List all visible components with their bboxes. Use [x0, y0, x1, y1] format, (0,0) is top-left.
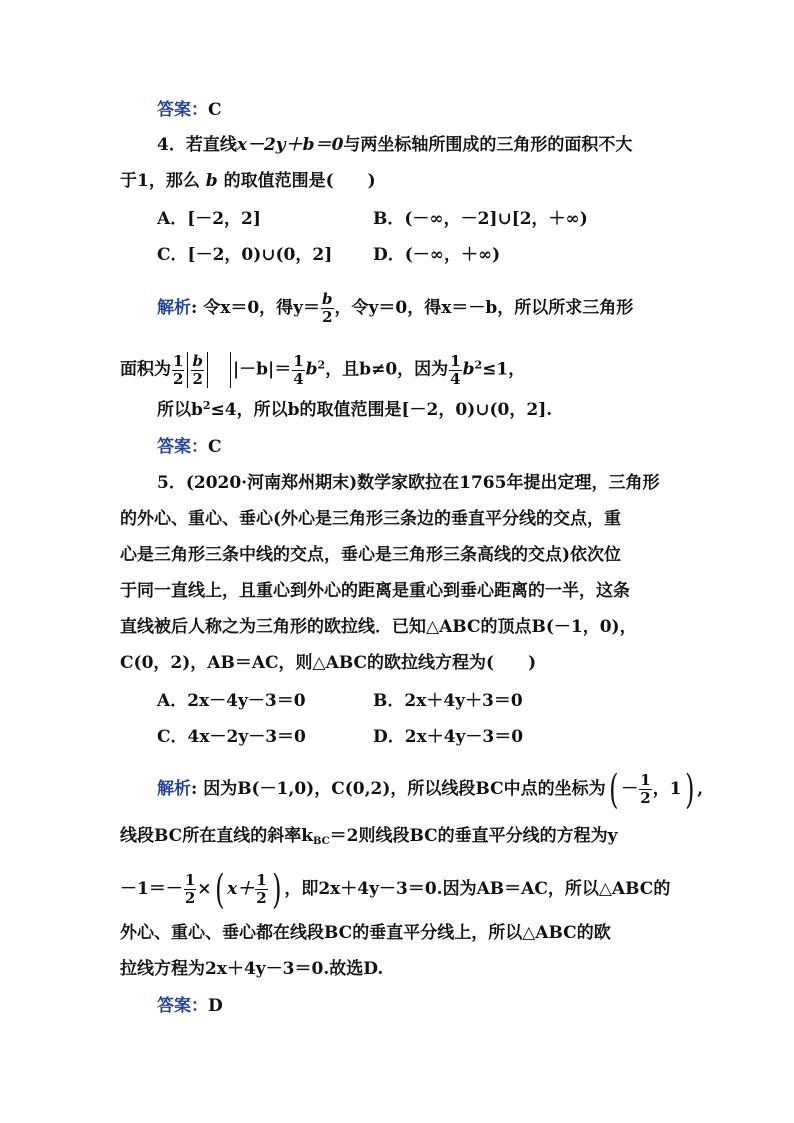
answer-value: C: [208, 100, 222, 120]
q5-solution-line2: 线段BC所在直线的斜率$k_{BC}=2$则线段BC的垂直平分线的方程为y: [120, 826, 618, 847]
answer-label: 答案：: [157, 996, 208, 1016]
answer-line-q5: [157, 996, 223, 1016]
q4-solution-line2: 面积为 $\frac{1}{2}$ $\frac{b}{2}$ |－b|＝ $\frac{1}{4}$ $b^2$，且b≠0，因为 $\frac{1}{4}$ $b^2\le 1$，: [120, 351, 526, 388]
q5-solution-line5: 拉线方程为2x＋4y－3＝0.故选D.: [120, 959, 384, 979]
q4-solution-line1: 解析: 令x＝0，得y＝ $\frac{b}{2}$ ，令y＝0，得x＝－b，所以所求三角形: [157, 290, 634, 326]
solution-label: 解析: [157, 298, 191, 318]
answer-label: 答案：: [157, 437, 208, 457]
q5-stem-line5: 直线被后人称之为三角形的欧拉线．已知△ABC的顶点B(－1，0)，: [120, 617, 637, 637]
fraction: $\frac{1}{2}$: [184, 871, 196, 907]
q4-stem-line1: 4．若直线x－2y＋b＝0与两坐标轴所围成的三角形的面积不大: [157, 135, 633, 155]
q4-option-b: B．(－∞，－2]∪[2，＋∞): [373, 209, 588, 229]
q5-option-d: D．2x＋4y－3＝0: [373, 727, 524, 747]
answer-value: D: [208, 996, 223, 1016]
fraction: $\frac{1}{2}$: [256, 871, 267, 907]
solution-label: 解析: [157, 779, 191, 799]
abs-bar: [207, 352, 208, 388]
q4-stem-line2: 于1，那么 b 的取值范围是( ): [120, 171, 376, 191]
q5-option-b: B．2x＋4y＋3＝0: [373, 691, 523, 711]
q5-stem-line3: 心是三角形三条中线的交点，垂心是三角形三条高线的交点)依次位: [120, 545, 622, 565]
q5-stem-line1: 5．(2020·河南郑州期末)数学家欧拉在1765年提出定理，三角形: [157, 473, 660, 493]
answer-label: 答案：: [157, 100, 208, 120]
abs-bar: [187, 352, 188, 388]
answer-line-q4: [157, 437, 222, 457]
q4-option-c: C．[－2，0)∪(0，2]: [157, 245, 333, 265]
fraction: $\frac{1}{2}$: [173, 351, 184, 388]
q5-solution-line3: －1＝－ $\frac{1}{2}$ ×( x＋ $\frac{1}{2}$ ) ，即2x＋4y－3＝0.因为AB＝AC，所以△ABC的: [120, 866, 671, 913]
answer-value: C: [208, 437, 222, 457]
abs-bar: [230, 352, 231, 388]
fraction: $\frac{1}{4}$: [293, 351, 304, 388]
q5-solution-line1: 解析: 因为B(－1,0)，C(0,2)，所以线段BC中点的坐标为( － $\frac{1}{2}$ ，1) ,: [157, 766, 704, 813]
q5-solution-line4: 外心、重心、垂心都在线段BC的垂直平分线上，所以△ABC的欧: [120, 923, 611, 943]
q5-option-a: A．2x－4y－3＝0: [157, 691, 306, 711]
fraction: $\frac{1}{2}$: [640, 771, 651, 807]
q5-stem-line4: 于同一直线上，且重心到外心的距离是重心到垂心距离的一半，这条: [120, 581, 630, 601]
answer-line-q3: [157, 100, 222, 120]
fraction: $\frac{b}{2}$: [322, 290, 333, 326]
fraction: $\frac{1}{4}$: [450, 351, 461, 388]
q5-option-c: C．4x－2y－3＝0: [157, 727, 306, 747]
q4-solution-line3: 所以$b^2\le 4$，所以b的取值范围是[－2，0)∪(0，2].: [157, 399, 553, 420]
q4-option-d: D．(－∞，＋∞): [373, 245, 501, 265]
q4-option-a: A．[－2，2]: [157, 209, 261, 229]
q5-stem-line2: 的外心、重心、垂心(外心是三角形三条边的垂直平分线的交点，重: [120, 509, 622, 529]
fraction: $\frac{b}{2}$: [192, 351, 203, 388]
q5-stem-line6: C(0，2)，AB＝AC，则△ABC的欧拉线方程为( ): [120, 653, 537, 673]
